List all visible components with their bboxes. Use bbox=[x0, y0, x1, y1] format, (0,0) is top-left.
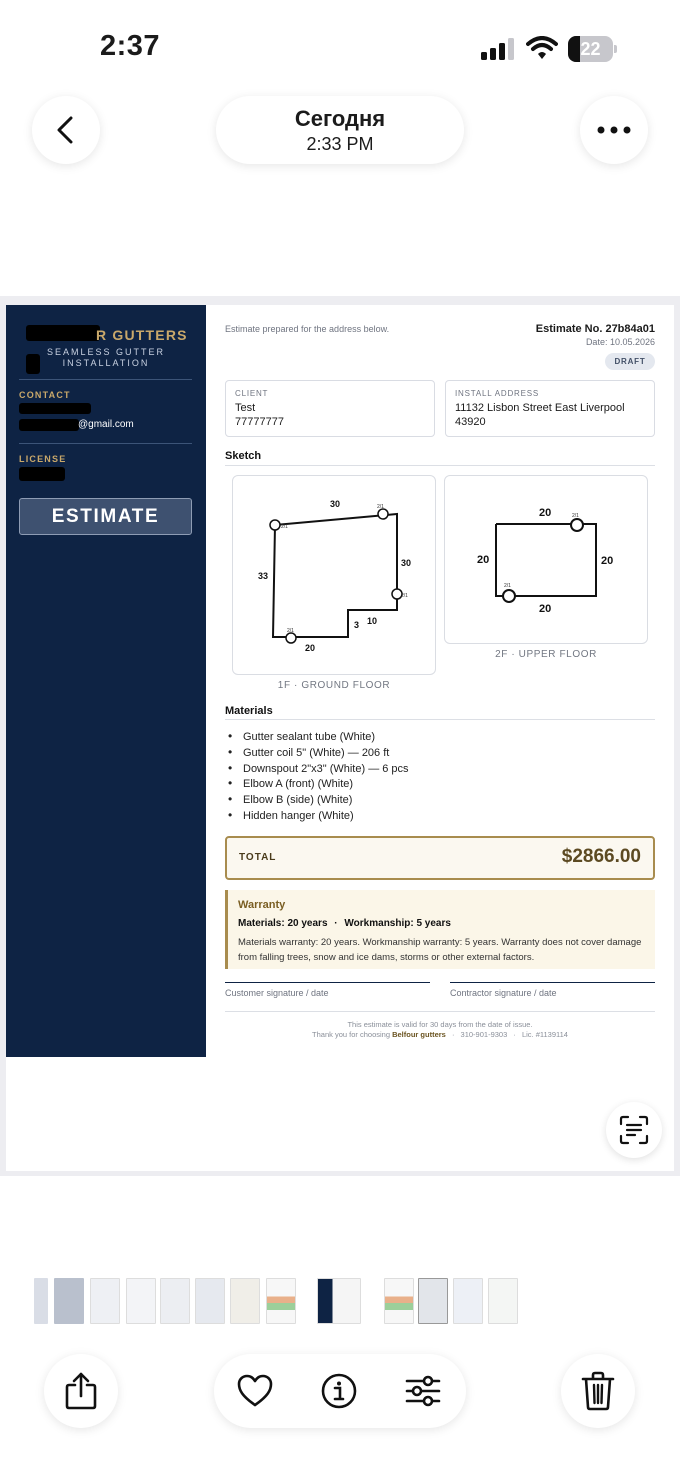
license-label: LICENSE bbox=[19, 454, 67, 464]
photo-date-title bbox=[216, 96, 464, 164]
ground-floor-sketch bbox=[232, 475, 436, 675]
marker-label: 2/1 bbox=[572, 513, 579, 519]
downspout-marker bbox=[286, 633, 296, 643]
footer-prefix: Thank you for choosing bbox=[312, 1030, 390, 1039]
address-label: INSTALL ADDRESS bbox=[455, 389, 540, 398]
marker-label: 2/1 bbox=[281, 524, 288, 530]
dimension-label: 20 bbox=[539, 507, 552, 519]
total-label: TOTAL bbox=[239, 852, 277, 863]
section-rule bbox=[225, 719, 655, 720]
thumbnail[interactable] bbox=[126, 1278, 156, 1324]
redacted-phone bbox=[19, 403, 91, 414]
warranty-workmanship: Workmanship: 5 years bbox=[344, 918, 451, 929]
material-item: • Elbow A (front) (White) bbox=[228, 776, 409, 792]
thumbnail[interactable] bbox=[418, 1278, 448, 1324]
nav-subtitle: 2:33 PM bbox=[306, 134, 374, 154]
live-text-icon bbox=[619, 1115, 649, 1145]
material-item: • Gutter coil 5" (White) — 206 ft bbox=[228, 745, 409, 761]
ground-floor-caption: 1F · GROUND FLOOR bbox=[277, 680, 391, 691]
share-button[interactable] bbox=[44, 1354, 118, 1428]
company-tagline: SEAMLESS GUTTER INSTALLATION bbox=[46, 347, 166, 368]
address-line1: 11132 Lisbon Street East Liverpool bbox=[455, 402, 625, 414]
thumbnail-current[interactable] bbox=[317, 1278, 361, 1324]
material-item: • Elbow B (side) (White) bbox=[228, 792, 409, 808]
photo-actions-bar bbox=[214, 1354, 466, 1428]
thumbnail[interactable] bbox=[160, 1278, 190, 1324]
nav-title: Сегодня bbox=[294, 106, 386, 131]
footer-phone: 310-901-9303 bbox=[460, 1030, 508, 1039]
material-item: • Gutter sealant tube (White) bbox=[228, 729, 409, 745]
thumbnail[interactable] bbox=[54, 1278, 84, 1324]
sidebar-divider bbox=[19, 379, 192, 380]
share-icon bbox=[63, 1371, 99, 1411]
estimate-button: ESTIMATE bbox=[19, 498, 192, 535]
warranty-title: Warranty bbox=[238, 899, 286, 911]
company-name: R GUTTERS bbox=[96, 327, 188, 343]
thumbnail[interactable] bbox=[195, 1278, 225, 1324]
client-name: Test bbox=[235, 402, 256, 414]
redacted-company-name bbox=[26, 325, 100, 341]
info-icon[interactable] bbox=[320, 1372, 358, 1410]
customer-signature-label: Customer signature / date bbox=[225, 988, 329, 998]
section-rule bbox=[225, 465, 655, 466]
contact-label: CONTACT bbox=[19, 390, 71, 400]
dimension-label: 10 bbox=[367, 616, 378, 626]
footer-dot: · bbox=[513, 1030, 516, 1039]
downspout-marker bbox=[270, 520, 280, 530]
document-sidebar bbox=[6, 305, 206, 1057]
estimate-number: Estimate No. 27b84a01 bbox=[535, 323, 655, 335]
thumbnail[interactable] bbox=[488, 1278, 518, 1324]
warranty-materials: Materials: 20 years bbox=[238, 918, 328, 929]
section-rule bbox=[225, 1011, 655, 1012]
upper-floor-caption: 2F · UPPER FLOOR bbox=[495, 649, 597, 660]
client-phone: 77777777 bbox=[235, 416, 284, 428]
dimension-label: 30 bbox=[330, 499, 341, 509]
battery-icon bbox=[568, 36, 618, 62]
warranty-summary bbox=[238, 918, 451, 929]
downspout-marker bbox=[571, 519, 583, 531]
marker-label: 2/1 bbox=[401, 593, 408, 599]
materials-list bbox=[228, 729, 409, 824]
footer-dot: · bbox=[451, 1030, 455, 1039]
thumbnail[interactable] bbox=[384, 1278, 414, 1324]
warranty-text: Materials warranty: 20 years. Workmanship warranty: 5 years. Warranty does not cover damage from falling trees, snow and ice dams, storms or other external factors. bbox=[238, 937, 642, 963]
marker-label: 2/1 bbox=[504, 583, 511, 589]
contact-email: @gmail.com bbox=[78, 419, 134, 430]
thumbnail[interactable] bbox=[34, 1278, 48, 1324]
delete-button[interactable] bbox=[561, 1354, 635, 1428]
marker-label: 2/1 bbox=[377, 504, 384, 510]
upper-floor-diagram bbox=[445, 476, 649, 645]
dimension-label: 33 bbox=[258, 571, 269, 581]
draft-badge: DRAFT bbox=[605, 353, 655, 370]
intro-text: Estimate prepared for the address below. bbox=[225, 324, 390, 334]
trash-icon bbox=[581, 1371, 615, 1411]
customer-signature-line bbox=[225, 982, 430, 983]
redacted-email-user bbox=[19, 419, 79, 431]
wifi-icon bbox=[526, 36, 558, 60]
thumbnail[interactable] bbox=[230, 1278, 260, 1324]
marker-label: 2/1 bbox=[287, 628, 294, 634]
more-button[interactable] bbox=[580, 96, 648, 164]
sliders-icon[interactable] bbox=[404, 1372, 442, 1410]
address-line2: 43920 bbox=[455, 416, 486, 428]
client-label: CLIENT bbox=[235, 389, 269, 398]
dimension-label: 20 bbox=[601, 555, 614, 567]
ground-floor-diagram bbox=[233, 476, 437, 676]
cellular-signal-icon bbox=[481, 38, 517, 60]
thumbnail[interactable] bbox=[90, 1278, 120, 1324]
footer-license: Lic. #1139114 bbox=[521, 1030, 568, 1039]
thumbnail[interactable] bbox=[453, 1278, 483, 1324]
footer-brand: Belfour gutters bbox=[392, 1030, 446, 1039]
contractor-signature-label: Contractor signature / date bbox=[450, 988, 557, 998]
footer-thanks bbox=[225, 1030, 655, 1039]
material-item: • Hidden hanger (White) bbox=[228, 808, 409, 824]
materials-title: Materials bbox=[225, 705, 273, 717]
warranty-separator: · bbox=[334, 918, 338, 929]
downspout-marker bbox=[378, 509, 388, 519]
contractor-signature-line bbox=[450, 982, 655, 983]
total-amount: $2866.00 bbox=[561, 846, 641, 867]
dimension-label: 20 bbox=[477, 554, 490, 566]
redacted-license bbox=[19, 467, 65, 481]
estimate-date: Date: 10.05.2026 bbox=[585, 337, 655, 347]
heart-icon[interactable] bbox=[236, 1372, 274, 1410]
dimension-label: 3 bbox=[354, 620, 360, 630]
battery-level: 22 bbox=[580, 39, 601, 59]
ellipsis-icon bbox=[597, 126, 631, 134]
dimension-label: 20 bbox=[305, 643, 316, 653]
status-time: 2:37 bbox=[100, 30, 161, 62]
back-button[interactable] bbox=[32, 96, 100, 164]
thumbnail[interactable] bbox=[266, 1278, 296, 1324]
dimension-label: 30 bbox=[401, 558, 412, 568]
chevron-left-icon bbox=[54, 115, 78, 145]
material-item: • Downspout 2"x3" (White) — 6 pcs bbox=[228, 761, 409, 777]
dimension-label: 20 bbox=[539, 603, 552, 615]
sketch-title: Sketch bbox=[225, 450, 262, 462]
downspout-marker bbox=[503, 590, 515, 602]
sidebar-divider bbox=[19, 443, 192, 444]
footer-validity: This estimate is valid for 30 days from the date of issue. bbox=[347, 1020, 533, 1029]
redacted-logo bbox=[26, 354, 40, 374]
upper-floor-sketch bbox=[444, 475, 648, 644]
live-text-button[interactable] bbox=[606, 1102, 662, 1158]
